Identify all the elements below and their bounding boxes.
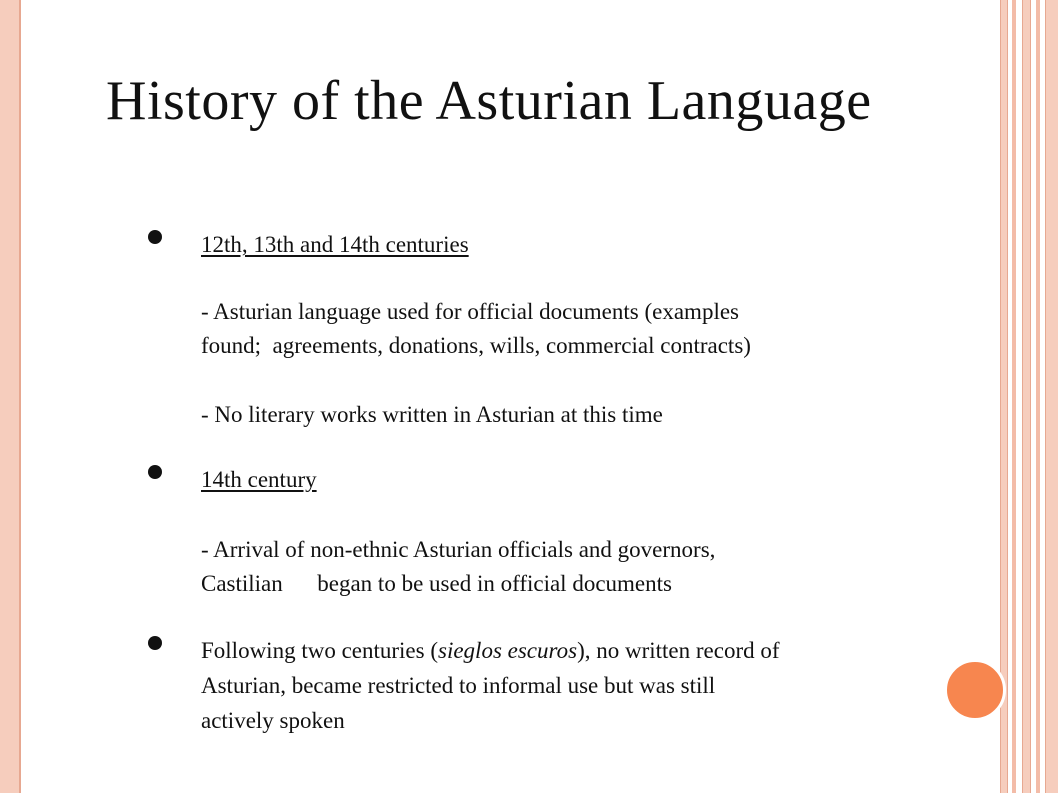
section-heading: 14th century — [201, 467, 317, 492]
section-text-part: ), no written record of — [577, 638, 780, 663]
section-text-line — [201, 634, 780, 668]
section-text-part: Following two centuries ( — [201, 638, 438, 663]
section-text-line: found; agreements, donations, wills, commercial contracts) — [201, 333, 751, 358]
section-text-line: - Arrival of non-ethnic Asturian officials and governors, — [201, 537, 716, 562]
bullet-icon — [148, 230, 162, 244]
bullet-icon — [148, 636, 162, 650]
section-heading: 12th, 13th and 14th centuries — [201, 232, 469, 257]
section-text-line: - No literary works written in Asturian at this time — [201, 402, 663, 427]
section-text-line: actively spoken — [201, 708, 345, 733]
bullet-icon — [148, 465, 162, 479]
slide-title: History of the Asturian Language — [106, 70, 872, 132]
section-text-line: Castilian began to be used in official documents — [201, 571, 672, 596]
section-italic-term: sieglos escuros — [438, 638, 578, 663]
section-text-line: Asturian, became restricted to informal use but was still — [201, 673, 716, 698]
section-text-line: - Asturian language used for official documents (examples — [201, 299, 739, 324]
